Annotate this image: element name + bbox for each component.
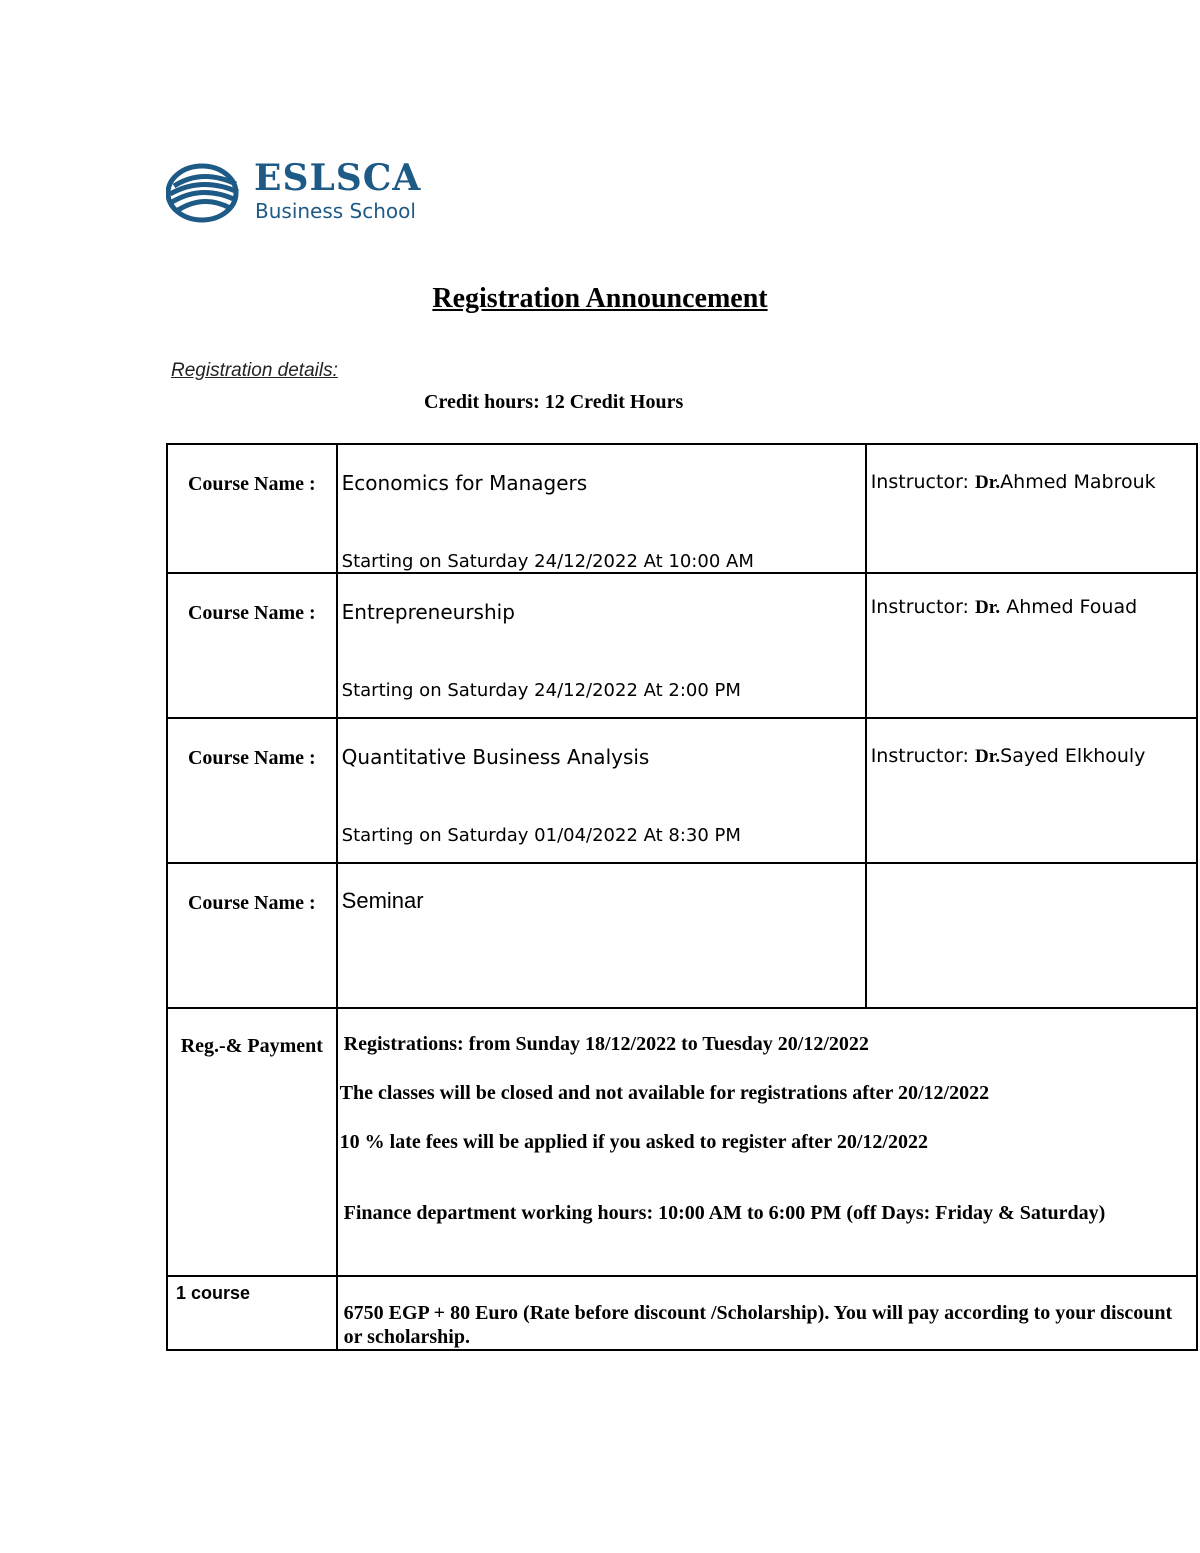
course-instructor	[867, 574, 1196, 619]
credit-hours: Credit hours: 12 Credit Hours	[424, 391, 684, 413]
registration-details-label: Registration details:	[171, 360, 338, 381]
course-name: Economics for Managers	[341, 471, 588, 495]
table-row	[167, 1276, 1197, 1350]
course-label: Course Name :	[187, 602, 316, 624]
table-row	[167, 444, 1197, 573]
table-row	[167, 718, 1197, 863]
fee-label: 1 course	[176, 1283, 251, 1303]
course-start: Starting on Saturday 24/12/2022 At 10:00 AM	[341, 551, 754, 572]
course-table	[166, 443, 1198, 1351]
instructor-title: Dr.	[975, 597, 1001, 618]
wave-logo-icon	[166, 162, 242, 224]
registration-period: Registrations: from Sunday 18/12/2022 to Tuesday 20/12/2022	[343, 1033, 869, 1055]
course-start: Starting on Saturday 24/12/2022 At 2:00 PM	[341, 680, 741, 701]
course-start: Starting on Saturday 01/04/2022 At 8:30 PM	[341, 825, 741, 846]
course-name: Entrepreneurship	[341, 600, 515, 624]
payment-label: Reg.-& Payment	[180, 1035, 323, 1057]
instructor-title: Dr.	[975, 472, 1001, 493]
instructor-prefix: Instructor:	[870, 745, 969, 767]
table-row	[167, 573, 1197, 718]
page-title: Registration Announcement	[432, 283, 768, 314]
instructor-name: Sayed Elkhouly	[1000, 745, 1146, 767]
course-label: Course Name :	[187, 892, 316, 914]
instructor-title: Dr.	[975, 746, 1001, 767]
logo-subtitle: Business School	[255, 199, 416, 223]
late-fees-note: 10 % late fees will be applied if you asked to register after 20/12/2022	[339, 1131, 928, 1153]
logo-name: ESLSCA	[254, 157, 422, 199]
finance-hours: Finance department working hours: 10:00 AM to 6:00 PM (off Days: Friday & Saturday)	[343, 1202, 1106, 1224]
course-instructor	[867, 719, 1196, 768]
course-name: Seminar	[341, 888, 424, 913]
instructor-name: Ahmed Mabrouk	[1000, 471, 1156, 493]
instructor-name: Ahmed Fouad	[1000, 596, 1138, 618]
closing-note: The classes will be closed and not available for registrations after 20/12/2022	[339, 1082, 990, 1104]
table-row	[167, 1008, 1197, 1276]
fee-text: 6750 EGP + 80 Euro (Rate before discount /Scholarship). You will pay according to your discount or scholarship.	[343, 1302, 1173, 1348]
eslsca-logo	[166, 158, 476, 228]
instructor-prefix: Instructor:	[870, 471, 969, 493]
table-row	[167, 863, 1197, 1008]
course-label: Course Name :	[187, 747, 316, 769]
course-instructor	[867, 445, 1196, 494]
course-label: Course Name :	[187, 473, 316, 495]
course-name: Quantitative Business Analysis	[341, 745, 650, 769]
instructor-prefix: Instructor:	[870, 596, 969, 618]
